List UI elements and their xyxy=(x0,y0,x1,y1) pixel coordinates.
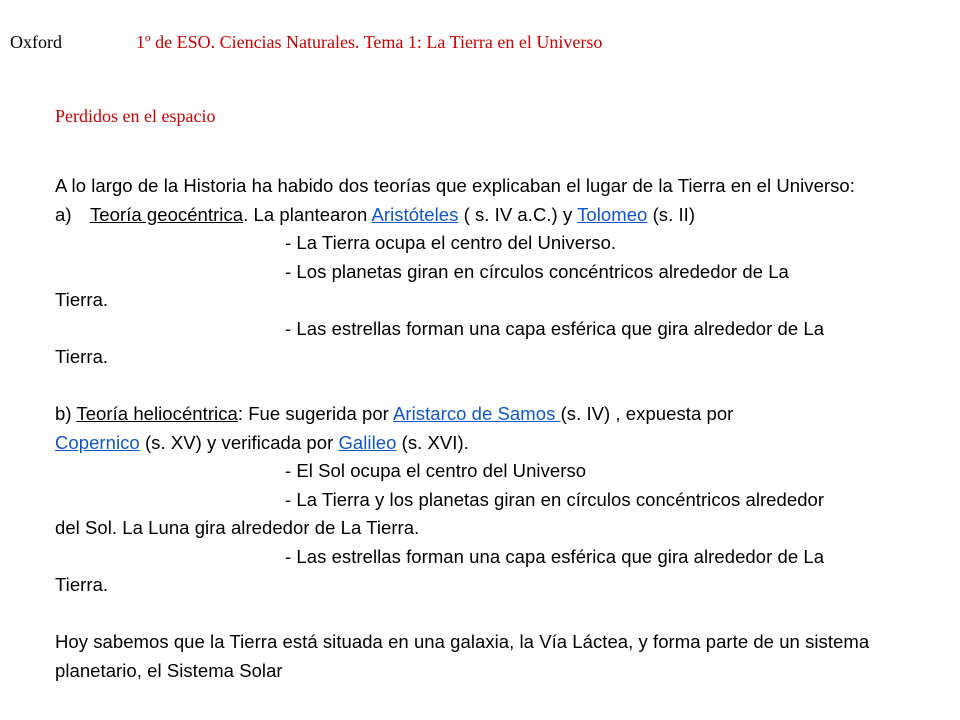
geocentric-text-b: ( s. IV a.C.) y xyxy=(458,203,578,225)
heliocentric-point-1: - El Sol ocupa el centro del Universo xyxy=(285,460,587,481)
heliocentric-point-3: - Las estrellas forman una capa esférica que gira alrededor de La xyxy=(285,545,825,567)
body-text xyxy=(55,172,935,685)
heliocentric-text-c: (s. XV) y verificada por xyxy=(139,431,339,453)
geocentric-heading xyxy=(55,201,935,230)
list-marker-a: a) xyxy=(55,203,72,225)
intro-paragraph: A lo largo de la Historia ha habido dos teorías que explicaban el lugar de la Tierra en el Universo: xyxy=(55,175,855,196)
geocentric-point-1: - La Tierra ocupa el centro del Universo. xyxy=(285,232,617,253)
geocentric-point-3-cont: Tierra. xyxy=(55,346,109,367)
spacer xyxy=(55,372,935,401)
geocentric-point-3: - Las estrellas forman una capa esférica que gira alrededor de La xyxy=(285,317,825,339)
tolomeo-link[interactable]: Tolomeo xyxy=(577,203,648,225)
publisher-label: Oxford xyxy=(10,32,62,52)
heliocentric-point-3-cont: Tierra. xyxy=(55,574,109,595)
heliocentric-heading xyxy=(55,400,935,457)
aristoteles-link[interactable]: Aristóteles xyxy=(371,203,459,225)
heliocentric-term: Teoría heliocéntrica xyxy=(76,403,238,424)
geocentric-term: Teoría geocéntrica xyxy=(90,203,244,225)
section-subtitle: Perdidos en el espacio xyxy=(55,106,216,126)
geocentric-text-c: (s. II) xyxy=(647,203,696,225)
course-title: 1º de ESO. Ciencias Naturales. Tema 1: La Tierra en el Universo xyxy=(136,32,603,52)
heliocentric-text-b: (s. IV) , expuesta por xyxy=(560,403,734,424)
geocentric-text-a: . La plantearon xyxy=(243,203,372,225)
copernico-link[interactable]: Copernico xyxy=(55,431,140,453)
geocentric-point-2-cont: Tierra. xyxy=(55,289,109,310)
heliocentric-text-d: (s. XVI). xyxy=(396,431,469,453)
slide-header xyxy=(10,30,603,54)
aristarco-link[interactable]: Aristarco de Samos xyxy=(393,403,561,424)
spacer xyxy=(55,600,935,629)
heliocentric-point-2: - La Tierra y los planetas giran en círculos concéntricos alrededor xyxy=(285,488,825,510)
conclusion-paragraph: Hoy sabemos que la Tierra está situada en una galaxia, la Vía Láctea, y forma parte de un sistema planetario, el Sistema Solar xyxy=(55,631,870,681)
heliocentric-text-a: : Fue sugerida por xyxy=(237,403,394,424)
list-marker-b: b) xyxy=(55,403,77,424)
geocentric-point-2: - Los planetas giran en círculos concéntricos alrededor de La xyxy=(285,260,789,282)
galileo-link[interactable]: Galileo xyxy=(338,431,397,453)
heliocentric-point-2-cont: del Sol. La Luna gira alrededor de La Tierra. xyxy=(55,517,420,538)
